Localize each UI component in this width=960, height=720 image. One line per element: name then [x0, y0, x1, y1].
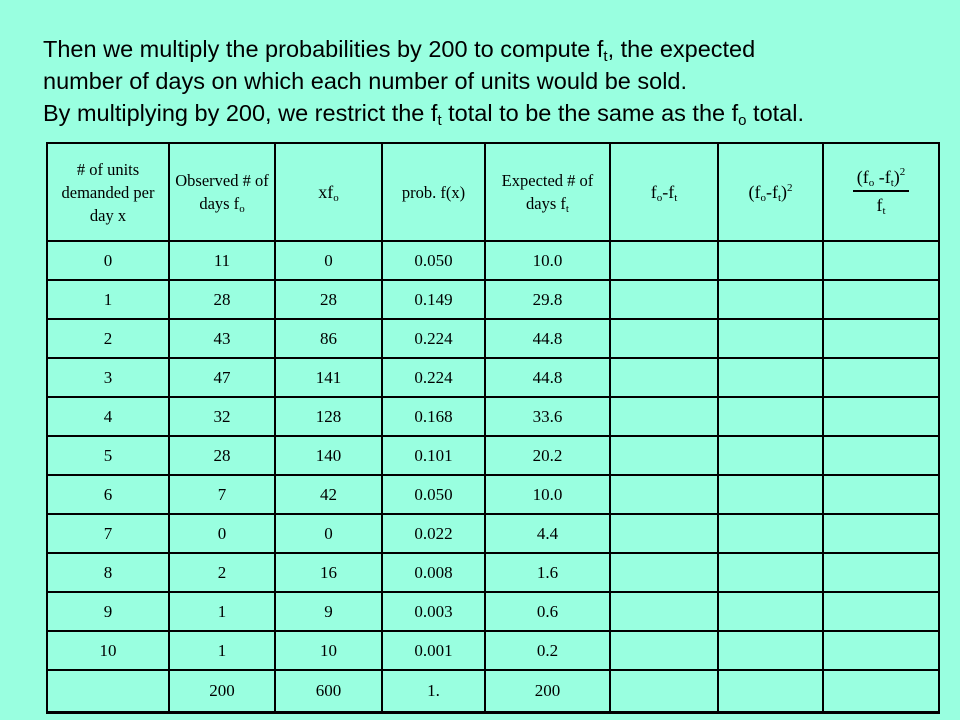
- cell-expected: 0.2: [485, 631, 610, 670]
- cell-units: 3: [47, 358, 169, 397]
- intro-text: [43, 33, 943, 129]
- cell-difference: [610, 475, 718, 514]
- cell-squared-difference: [718, 592, 823, 631]
- frac-num-s1: o: [868, 177, 875, 189]
- header-prob: prob. f(x): [382, 143, 485, 241]
- cell-expected: 33.6: [485, 397, 610, 436]
- header-squared-difference: [718, 143, 823, 241]
- cell-difference: [610, 397, 718, 436]
- table-row: [47, 241, 939, 280]
- cell-observed: 0: [169, 514, 275, 553]
- cell-expected: 1.6: [485, 553, 610, 592]
- cell-expected: 200: [485, 670, 610, 713]
- cell-squared-difference: [718, 514, 823, 553]
- cell-observed: 7: [169, 475, 275, 514]
- cell-difference: [610, 319, 718, 358]
- cell-chi-square-term: [823, 592, 939, 631]
- cell-squared-difference: [718, 319, 823, 358]
- header-xfo-text: xf: [318, 181, 334, 202]
- intro-line-1-b: , the expected: [607, 36, 756, 62]
- frac-num-close: ): [893, 167, 900, 187]
- intro-line-3: [43, 97, 943, 129]
- frequency-table: [46, 142, 940, 714]
- fraction-denominator: [853, 192, 910, 215]
- cell-observed: 2: [169, 553, 275, 592]
- cell-chi-square-term: [823, 514, 939, 553]
- cell-observed: 1: [169, 631, 275, 670]
- cell-units: 9: [47, 592, 169, 631]
- cell-chi-square-term: [823, 397, 939, 436]
- cell-expected: 20.2: [485, 436, 610, 475]
- cell-units: [47, 670, 169, 713]
- cell-units: 1: [47, 280, 169, 319]
- cell-squared-difference: [718, 397, 823, 436]
- intro-line-2: number of days on which each number of units would be sold.: [43, 68, 688, 94]
- cell-expected: 0.6: [485, 592, 610, 631]
- cell-expected: 10.0: [485, 475, 610, 514]
- cell-prob: 0.008: [382, 553, 485, 592]
- cell-chi-square-term: [823, 670, 939, 713]
- cell-observed: 1: [169, 592, 275, 631]
- frac-den-sub: t: [882, 205, 886, 217]
- cell-difference: [610, 553, 718, 592]
- intro-line-3-sub2: o: [738, 112, 747, 129]
- intro-line-3-a: By multiplying by 200, we restrict the f: [43, 100, 438, 126]
- cell-chi-square-term: [823, 436, 939, 475]
- header-sq-open: (f: [748, 181, 761, 202]
- cell-difference: [610, 670, 718, 713]
- header-diff-mid: -f: [662, 181, 675, 202]
- cell-units: 4: [47, 397, 169, 436]
- frac-den-text: f: [876, 195, 883, 215]
- cell-difference: [610, 514, 718, 553]
- cell-xfo: 10: [275, 631, 382, 670]
- header-xfo: [275, 143, 382, 241]
- header-expected: [485, 143, 610, 241]
- cell-units: 8: [47, 553, 169, 592]
- cell-prob: 0.050: [382, 475, 485, 514]
- cell-difference: [610, 592, 718, 631]
- cell-xfo: 42: [275, 475, 382, 514]
- cell-expected: 4.4: [485, 514, 610, 553]
- intro-line-3-c: total.: [746, 100, 804, 126]
- frac-num-s2: t: [890, 177, 894, 189]
- header-expected-sub: t: [565, 203, 569, 215]
- cell-observed: 28: [169, 280, 275, 319]
- cell-xfo: 16: [275, 553, 382, 592]
- cell-observed: 11: [169, 241, 275, 280]
- header-diff-s2: t: [674, 191, 678, 204]
- header-units: # of units demanded per day x: [47, 143, 169, 241]
- cell-difference: [610, 280, 718, 319]
- cell-chi-square-term: [823, 553, 939, 592]
- cell-prob: 0.050: [382, 241, 485, 280]
- cell-chi-square-term: [823, 475, 939, 514]
- cell-expected: 29.8: [485, 280, 610, 319]
- totals-row: [47, 670, 939, 713]
- cell-observed: 43: [169, 319, 275, 358]
- cell-squared-difference: [718, 241, 823, 280]
- header-diff-f1: f: [650, 181, 657, 202]
- cell-prob: 1.: [382, 670, 485, 713]
- intro-line-1-a: Then we multiply the probabilities by 200 to compute f: [43, 36, 604, 62]
- frac-num-open: (f: [856, 167, 869, 187]
- cell-units: 0: [47, 241, 169, 280]
- cell-observed: 32: [169, 397, 275, 436]
- cell-expected: 44.8: [485, 358, 610, 397]
- header-diff-s1: o: [656, 191, 663, 204]
- cell-squared-difference: [718, 553, 823, 592]
- cell-chi-square-term: [823, 280, 939, 319]
- chi-square-fraction: [853, 167, 910, 215]
- header-sq-mid: -f: [765, 181, 778, 202]
- cell-units: 5: [47, 436, 169, 475]
- cell-xfo: 0: [275, 241, 382, 280]
- cell-observed: 200: [169, 670, 275, 713]
- table-row: [47, 319, 939, 358]
- header-xfo-sub: o: [333, 191, 339, 204]
- table-row: [47, 631, 939, 670]
- cell-xfo: 28: [275, 280, 382, 319]
- header-observed: [169, 143, 275, 241]
- cell-xfo: 128: [275, 397, 382, 436]
- cell-prob: 0.101: [382, 436, 485, 475]
- cell-squared-difference: [718, 670, 823, 713]
- cell-prob: 0.224: [382, 319, 485, 358]
- table-row: [47, 436, 939, 475]
- cell-difference: [610, 436, 718, 475]
- intro-line-1-sub: t: [603, 48, 608, 65]
- table-header-row: [47, 143, 939, 241]
- cell-prob: 0.001: [382, 631, 485, 670]
- cell-xfo: 600: [275, 670, 382, 713]
- frac-num-mid: -f: [874, 167, 891, 187]
- cell-difference: [610, 631, 718, 670]
- header-sq-s2: t: [777, 191, 782, 204]
- cell-expected: 10.0: [485, 241, 610, 280]
- intro-line-1: [43, 33, 943, 65]
- cell-units: 10: [47, 631, 169, 670]
- header-sq-s1: o: [760, 191, 766, 204]
- cell-prob: 0.003: [382, 592, 485, 631]
- cell-observed: 28: [169, 436, 275, 475]
- cell-difference: [610, 241, 718, 280]
- table-row: [47, 475, 939, 514]
- table-row: [47, 514, 939, 553]
- cell-expected: 44.8: [485, 319, 610, 358]
- cell-chi-square-term: [823, 631, 939, 670]
- cell-chi-square-term: [823, 241, 939, 280]
- cell-units: 2: [47, 319, 169, 358]
- header-difference: [610, 143, 718, 241]
- cell-squared-difference: [718, 475, 823, 514]
- cell-chi-square-term: [823, 358, 939, 397]
- header-chi-square-term: [823, 143, 939, 241]
- fraction-numerator: [853, 167, 910, 192]
- cell-prob: 0.022: [382, 514, 485, 553]
- cell-xfo: 141: [275, 358, 382, 397]
- cell-xfo: 140: [275, 436, 382, 475]
- cell-units: 6: [47, 475, 169, 514]
- cell-squared-difference: [718, 436, 823, 475]
- cell-squared-difference: [718, 631, 823, 670]
- frac-num-pow: 2: [899, 166, 906, 178]
- cell-squared-difference: [718, 280, 823, 319]
- header-sq-close: ): [781, 181, 788, 202]
- cell-prob: 0.224: [382, 358, 485, 397]
- header-sq-pow: 2: [787, 181, 793, 194]
- cell-observed: 47: [169, 358, 275, 397]
- header-expected-text: Expected # of days f: [501, 171, 594, 213]
- cell-prob: 0.149: [382, 280, 485, 319]
- cell-xfo: 86: [275, 319, 382, 358]
- cell-prob: 0.168: [382, 397, 485, 436]
- table-row: [47, 592, 939, 631]
- cell-squared-difference: [718, 358, 823, 397]
- intro-line-3-b: total to be the same as the f: [441, 100, 739, 126]
- header-observed-sub: o: [239, 203, 245, 215]
- intro-line-3-sub1: t: [437, 112, 442, 129]
- table-body: [47, 241, 939, 713]
- cell-chi-square-term: [823, 319, 939, 358]
- cell-xfo: 9: [275, 592, 382, 631]
- header-observed-text: Observed # of days f: [175, 171, 269, 213]
- table-row: [47, 397, 939, 436]
- table-row: [47, 280, 939, 319]
- cell-difference: [610, 358, 718, 397]
- cell-units: 7: [47, 514, 169, 553]
- cell-xfo: 0: [275, 514, 382, 553]
- table-row: [47, 358, 939, 397]
- table-row: [47, 553, 939, 592]
